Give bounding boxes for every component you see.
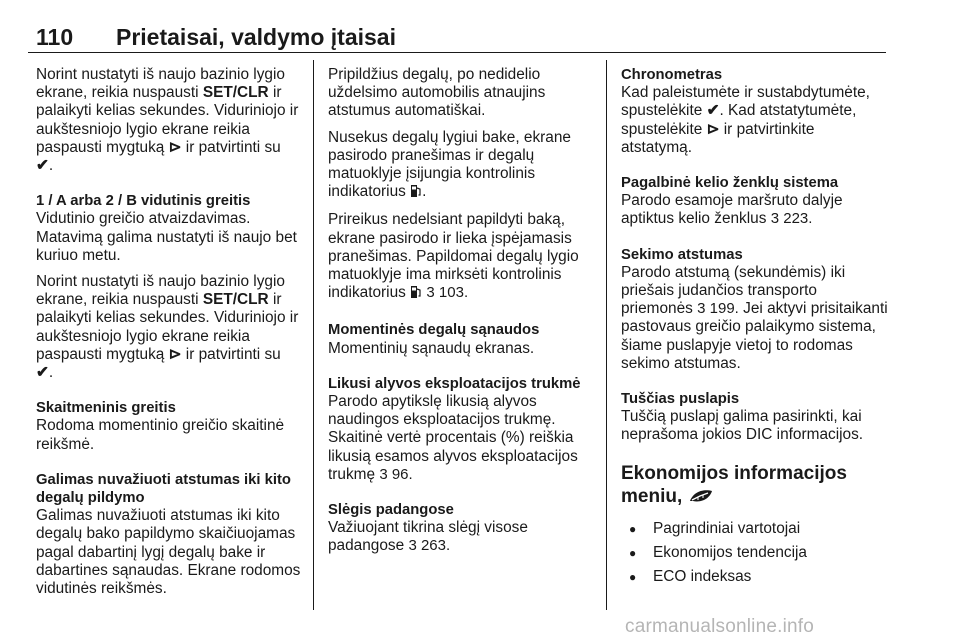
fuel-pump-icon xyxy=(410,285,422,304)
heading-tyre-pressure: Slėgis padangose xyxy=(328,502,454,519)
paragraph-refuel-warning: Prireikus nedelsiant papildyti baką, ekrane pasirodo ir lieka įspėjamasis pranešimas. Papildomai degalų lygio matuoklyje ima mirksėti kontrolinis indikatorius 3 103. xyxy=(328,211,598,304)
page-header xyxy=(36,24,886,54)
paragraph-reset-intro: Norint nustatyti iš naujo bazinio lygio ekrane, reikia nuspausti SET/CLR ir palaikyti kelias sekundes. Viduriniojo ir aukštesniojo lygio ekrane reikia paspausti mygtuką ⊳ ir patvirtinti su ✔. xyxy=(36,66,299,175)
page-reference: 3 96. xyxy=(379,465,413,483)
watermark-text: carmanualsonline.info xyxy=(625,616,815,637)
eco-leaf-icon xyxy=(688,487,714,510)
paragraph-traffic-sign-assistant: Parodo esamoje maršruto dalyje aptiktus kelio ženklus 3 223. xyxy=(621,192,843,228)
header-divider xyxy=(28,52,886,53)
eco-menu-list xyxy=(629,520,889,587)
checkmark-icon: ✔ xyxy=(706,102,720,120)
heading-instant-consumption: Momentinės degalų sąnaudos xyxy=(328,322,540,339)
column-divider-1 xyxy=(313,60,314,610)
paragraph-oil-life: Parodo apytikslę likusią alyvos naudingos eksploatacijos trukmę. Skaitinė vertė procentais (%) reiškia likusią esamos alyvos eksploatacijos trukmę 3 96. xyxy=(328,393,578,483)
page-reference: 3 199. xyxy=(697,300,739,318)
checkmark-icon: ✔ xyxy=(36,157,49,175)
heading-average-speed: 1 / A arba 2 / B vidutinis greitis xyxy=(36,193,251,210)
page-number: 110 xyxy=(36,24,74,50)
heading-blank-page: Tuščias puslapis xyxy=(621,391,740,408)
heading-traffic-sign-assistant: Pagalbinė kelio ženklų sistema xyxy=(621,175,839,192)
column-1 xyxy=(36,66,304,606)
paragraph-range: Galimas nuvažiuoti atstumas iki kito degalų bako papildymo skaičiuojamas pagal dabartinį lygį degalų bake ir dabartines sąnaudas. Ekrane rodomos vidutinės reikšmės. xyxy=(36,507,301,598)
paragraph-blank-page: Tuščią puslapį galima pasirinkti, kai neprašoma jokios DIC informacijos. xyxy=(621,408,864,444)
chapter-title: Prietaisai, valdymo įtaisai xyxy=(116,24,396,50)
column-2 xyxy=(328,66,598,564)
section-heading-eco-menu: Ekonomijos informacijos meniu, xyxy=(621,462,889,510)
page-reference: 3 223. xyxy=(770,210,813,228)
page-reference: 3 103. xyxy=(426,284,469,302)
paragraph-digital-speed: Rodoma momentinio greičio skaitinė reikšmė. xyxy=(36,417,285,453)
heading-oil-life: Likusi alyvos eksploatacijos trukmė xyxy=(328,375,581,392)
column-3 xyxy=(621,66,889,592)
heading-digital-speed: Skaitmeninis greitis xyxy=(36,400,176,417)
paragraph-chronometer: Kad paleistumėte ir sustabdytumėte, spustelėkite ✔. Kad atstatytumėte, spustelėkite ⊳ ir patvirtinkite atstatymą. xyxy=(621,84,870,156)
arrow-right-icon: ⊳ xyxy=(168,345,182,363)
paragraph-low-fuel: Nusekus degalų lygiui bake, ekrane pasirodo pranešimas ir degalų matuoklyje įsijungia kontrolinis indikatorius . xyxy=(328,129,598,204)
paragraph-refuel: Pripildžius degalų, po nedidelio uždelsimo automobilis atnaujins atstumus automatiškai. xyxy=(328,66,546,120)
page-reference: 3 263. xyxy=(408,537,451,555)
paragraph-tyre-pressure: Važiuojant tikrina slėgį visose padangose 3 263. xyxy=(328,519,528,555)
list-item: ● ECO indeksas xyxy=(629,568,889,586)
paragraph-instant-consumption: Momentinių sąnaudų ekranas. xyxy=(328,339,535,357)
set-clr-key-label: SET/CLR xyxy=(202,84,269,102)
list-item: ● Pagrindiniai vartotojai xyxy=(629,520,889,538)
arrow-right-icon: ⊳ xyxy=(168,138,182,156)
fuel-pump-icon xyxy=(410,184,422,203)
set-clr-key-label: SET/CLR xyxy=(202,291,269,309)
list-item: ● Ekonomijos tendencija xyxy=(629,544,889,562)
checkmark-icon: ✔ xyxy=(36,364,49,382)
paragraph-average-speed-reset: Norint nustatyti iš naujo bazinio lygio ekrane, reikia nuspausti SET/CLR ir palaikyti kelias sekundes. Viduriniojo ir aukštesniojo lygio ekrane reikia paspausti mygtuką ⊳ ir patvirtinti su ✔. xyxy=(36,273,299,382)
heading-chronometer: Chronometras xyxy=(621,67,723,83)
heading-following-distance: Sekimo atstumas xyxy=(621,246,743,263)
paragraph-average-speed: Vidutinio greičio atvaizdavimas. Matavimą galima nustatyti iš naujo bet kuriuo metu. xyxy=(36,210,297,264)
arrow-right-icon: ⊳ xyxy=(706,120,720,138)
paragraph-following-distance: Parodo atstumą (sekundėmis) iki priešais judančios transporto priemonės 3 199. Jei aktyvi prisitaikanti pastovaus greičio palaikymo sistema, šiame puslapyje vietoj to rodomas sekimo atstumas. xyxy=(621,263,888,372)
column-divider-2 xyxy=(606,60,607,610)
heading-range: Galimas nuvažiuoti atstumas iki kito degalų pildymo xyxy=(36,471,291,507)
